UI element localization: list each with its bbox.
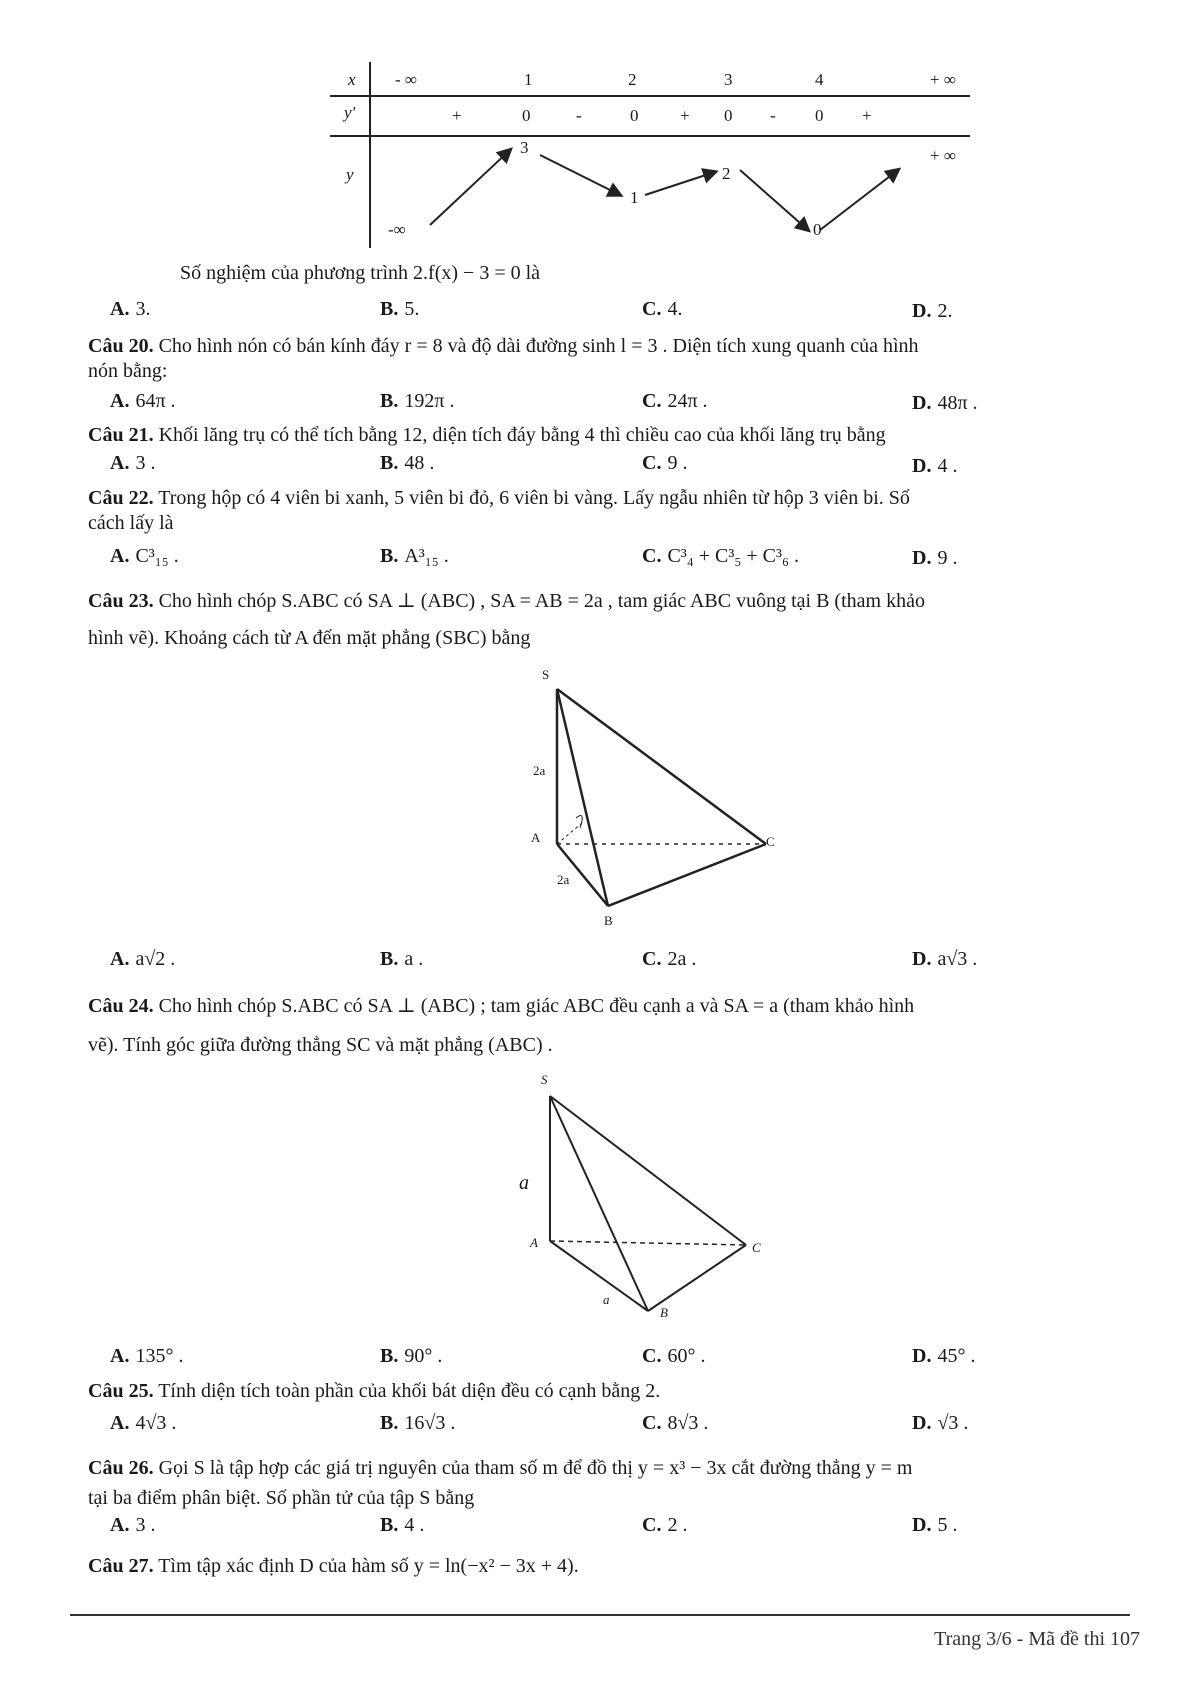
q25-label: Câu 25. <box>88 1380 154 1402</box>
vt-yp-4: + <box>680 106 690 125</box>
q23-option-d: D. a√3 . <box>912 948 978 970</box>
vt-y-4: 0 <box>813 220 822 239</box>
q26-label: Câu 26. <box>88 1457 154 1479</box>
q23-label-a: A <box>531 830 541 845</box>
q24-label-s: S <box>541 1072 548 1087</box>
vt-yp-5: 0 <box>724 106 733 125</box>
q21-option-a: A. 3 . <box>110 452 156 474</box>
vt-yp-1: 0 <box>522 106 531 125</box>
q23-option-a: A. a√2 . <box>110 948 176 970</box>
q25-option-d: D. √3 . <box>912 1412 969 1434</box>
q26-line1: Câu 26. Gọi S là tập hợp các giá trị nguyên của tham số m để đồ thị y = x³ − 3x cắt đường thẳng y = m <box>88 1457 913 1479</box>
q20-option-b: B. 192π . <box>380 390 455 412</box>
q26-option-c: C. 2 . <box>642 1514 688 1536</box>
q27-label: Câu 27. <box>88 1555 154 1577</box>
vt-x-3: 3 <box>724 70 733 89</box>
page-footer: Trang 3/6 - Mã đề thi 107 <box>934 1628 1140 1650</box>
q24-option-b: B. 90° . <box>380 1345 443 1367</box>
q24-line1: Câu 24. Cho hình chóp S.ABC có SA ⊥ (ABC) ; tam giác ABC đều cạnh a và SA = a (tham khảo hình <box>88 995 915 1017</box>
vt-x-2: 2 <box>628 70 637 89</box>
q22-option-a: A. C³₁₅ . <box>110 545 179 567</box>
vt-yp-6: - <box>770 106 776 125</box>
q24-label-ab: a <box>603 1292 610 1307</box>
q21-line1: Câu 21. Khối lăng trụ có thể tích bằng 12, diện tích đáy bằng 4 thì chiều cao của khối lăng trụ bằng <box>88 424 886 446</box>
q24-label-c: C <box>752 1240 761 1255</box>
q26-option-d: D. 5 . <box>912 1514 958 1536</box>
footer-rule <box>70 1614 1130 1616</box>
vt-yp-3: 0 <box>630 106 639 125</box>
q20-label: Câu 20. <box>88 335 154 357</box>
vt-yp-8: + <box>862 106 872 125</box>
q23-line2: hình vẽ). Khoảng cách từ A đến mặt phẳng (SBC) bằng <box>88 627 531 649</box>
q24-option-a: A. 135° . <box>110 1345 184 1367</box>
q22-option-b: B. A³₁₅ . <box>380 545 449 567</box>
q21-option-b: B. 48 . <box>380 452 435 474</box>
q22-label: Câu 22. <box>88 487 154 509</box>
vt-yp-2: - <box>576 106 582 125</box>
vt-header-y: y <box>346 165 354 184</box>
q22-line2: cách lấy là <box>88 512 174 534</box>
q25-option-b: B. 16√3 . <box>380 1412 456 1434</box>
q23-line1: Câu 23. Cho hình chóp S.ABC có SA ⊥ (ABC) , SA = AB = 2a , tam giác ABC vuông tại B (tham khảo <box>88 590 925 612</box>
q21-option-c: C. 9 . <box>642 452 688 474</box>
vt-yp-7: 0 <box>815 106 824 125</box>
q27-line1: Câu 27. Tìm tập xác định D của hàm số y = ln(−x² − 3x + 4). <box>88 1555 579 1577</box>
q19-option-b: B. 5. <box>380 298 420 320</box>
vt-y-0: -∞ <box>388 220 406 239</box>
q24-option-d: D. 45° . <box>912 1345 976 1367</box>
vt-x-4: 4 <box>815 70 824 89</box>
q23-label: Câu 23. <box>88 590 154 612</box>
q21-label: Câu 21. <box>88 424 154 446</box>
vt-x-0: - ∞ <box>395 70 418 89</box>
q23-label-c: C <box>766 834 775 849</box>
q26-option-b: B. 4 . <box>380 1514 425 1536</box>
q24-label-a: A <box>530 1235 538 1250</box>
vt-y-2: 1 <box>630 188 639 207</box>
q24-line2: vẽ). Tính góc giữa đường thẳng SC và mặt phẳng (ABC) . <box>88 1034 553 1056</box>
q21-option-d: D. 4 . <box>912 455 958 477</box>
q20-line2: nón bằng: <box>88 360 168 382</box>
q22-option-c: C. C³₄ + C³₅ + C³₆ . <box>642 545 799 567</box>
q24-label-b: B <box>660 1305 668 1320</box>
q24-option-c: C. 60° . <box>642 1345 706 1367</box>
q20-option-a: A. 64π . <box>110 390 176 412</box>
vt-yp-0: + <box>452 106 462 125</box>
q23-label-sa: 2a <box>533 763 546 778</box>
q23-label-ab: 2a <box>557 872 570 887</box>
vt-x-1: 1 <box>524 70 533 89</box>
q25-option-a: A. 4√3 . <box>110 1412 177 1434</box>
vt-y-3: 2 <box>722 164 731 183</box>
q24-label-sa: a <box>519 1172 529 1194</box>
q19-prompt: Số nghiệm của phương trình 2.f(x) − 3 = 0 là <box>180 262 541 284</box>
q23-option-c: C. 2a . <box>642 948 697 970</box>
q22-option-d: D. 9 . <box>912 547 958 569</box>
q19-option-a: A. 3. <box>110 298 151 320</box>
q19-option-c: C. 4. <box>642 298 683 320</box>
q23-label-b: B <box>604 913 613 928</box>
q26-line2: tại ba điểm phân biệt. Số phần tử của tập S bằng <box>88 1487 475 1509</box>
q25-line1: Câu 25. Tính diện tích toàn phần của khối bát diện đều có cạnh bằng 2. <box>88 1380 661 1402</box>
vt-header-x: x <box>348 70 356 89</box>
q23-label-s: S <box>542 667 550 682</box>
q19-option-d: D. 2. <box>912 300 953 322</box>
q20-line1: Câu 20. Cho hình nón có bán kính đáy r = 8 và độ dài đường sinh l = 3 . Diện tích xung quanh của hình <box>88 335 919 357</box>
vt-x-5: + ∞ <box>930 70 956 89</box>
q23-option-b: B. a . <box>380 948 424 970</box>
q22-line1: Câu 22. Trong hộp có 4 viên bi xanh, 5 viên bi đỏ, 6 viên bi vàng. Lấy ngẫu nhiên từ hộp 3 viên bi. Số <box>88 487 910 509</box>
variation-table-lines <box>320 60 980 250</box>
vt-y-1: 3 <box>520 138 529 157</box>
q24-label: Câu 24. <box>88 995 154 1017</box>
q20-option-d: D. 48π . <box>912 392 978 414</box>
q24-pyramid-lines <box>530 1080 790 1320</box>
q26-option-a: A. 3 . <box>110 1514 156 1536</box>
vt-y-5: + ∞ <box>930 146 956 165</box>
q25-option-c: C. 8√3 . <box>642 1412 709 1434</box>
q20-option-c: C. 24π . <box>642 390 708 412</box>
vt-header-yprime: y' <box>344 103 356 122</box>
